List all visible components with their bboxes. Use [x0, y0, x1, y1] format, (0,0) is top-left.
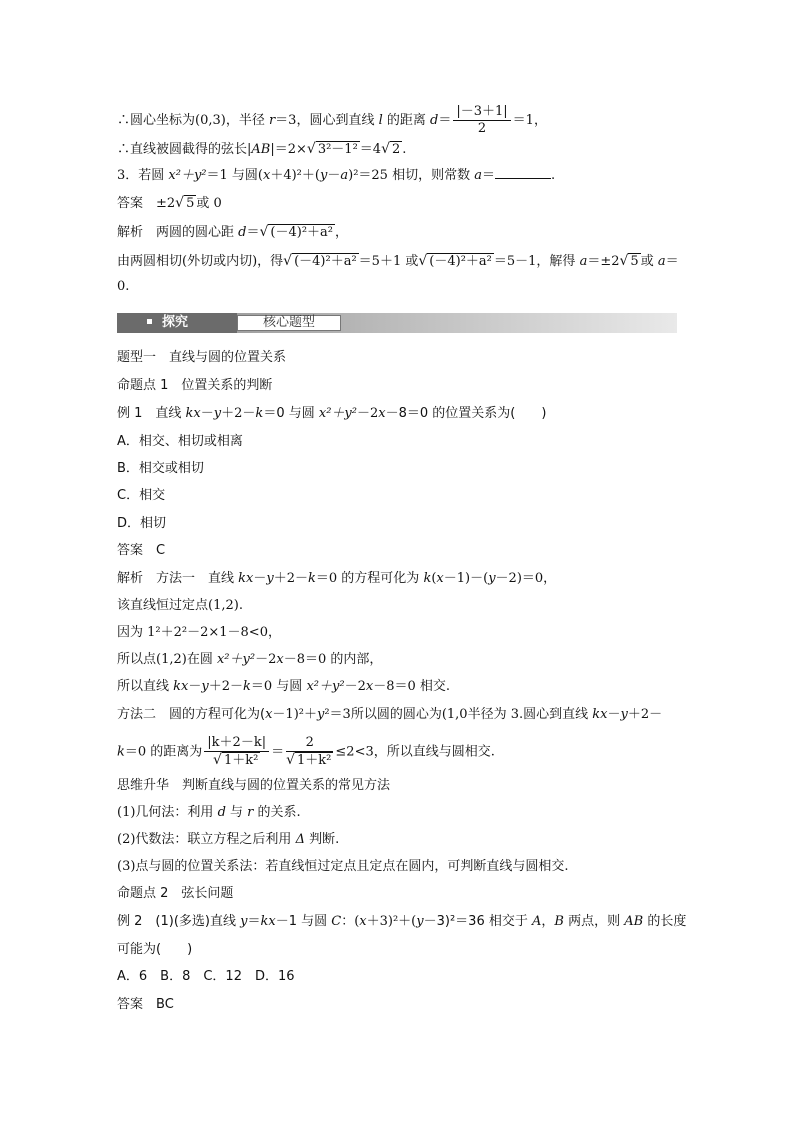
var: kx [173, 679, 189, 694]
analysis-3-line3: 0. [117, 279, 130, 294]
var: x [359, 914, 367, 929]
text: 3．若圆 [117, 168, 169, 183]
var: x²＋y² [306, 679, 345, 694]
text: ＋3)²＋( [366, 914, 417, 929]
method-2-line1 [117, 705, 677, 725]
numerator: 2 [286, 735, 333, 752]
fraction [453, 104, 510, 137]
text: －2)＝0， [495, 571, 557, 586]
analysis-1-line4 [117, 650, 677, 670]
var: a [340, 168, 349, 183]
option-b: B．相交或相切 [117, 461, 204, 476]
text: －1)²＋ [272, 707, 317, 722]
text: ＝0 与圆 [250, 679, 307, 694]
text: ＝ [246, 225, 260, 240]
var: a [474, 168, 482, 183]
text: － [327, 168, 341, 183]
text: － [200, 406, 214, 421]
var: x [436, 571, 444, 586]
radicand: 5 [630, 254, 639, 269]
radicand: 5 [186, 196, 195, 211]
var: y [201, 679, 209, 694]
answer-3 [117, 193, 677, 214]
text: ∴直线被圆截得的弦长| [117, 142, 252, 157]
text: ∴圆心坐标为(0,3)，半径 [117, 113, 269, 128]
text: ＝0 的距离为 [124, 744, 203, 760]
text: ＋2－ [208, 679, 244, 694]
example-2-line2: 可能为( ) [117, 942, 193, 957]
radicand: (－4)²＋a² [270, 225, 333, 240]
banner-tag-explore [117, 313, 237, 333]
var: A [532, 914, 542, 929]
var: k [117, 744, 125, 760]
text: －2 [255, 652, 277, 667]
var: k [423, 571, 432, 586]
text: ( [431, 571, 437, 586]
example-2 [117, 912, 687, 932]
text: 解析 两圆的圆心距 [117, 225, 239, 240]
subheading-point-2: 命题点 2 弦长问题 [117, 886, 234, 901]
text: 判断. [304, 832, 340, 847]
text: －8＝0 的内部， [283, 652, 383, 667]
denominator [286, 752, 333, 769]
text: 的长度 [643, 914, 687, 929]
numerator: |－3＋1| [453, 104, 510, 121]
var: AB [624, 914, 644, 929]
text: ＝ [271, 744, 285, 760]
radicand: (－4)²＋a² [294, 254, 357, 269]
text: ＋2－ [627, 707, 663, 722]
question-3 [117, 166, 677, 186]
text: －3)²＝36 相交于 [423, 914, 532, 929]
radicand: 1＋k² [223, 753, 259, 768]
bullet-icon [147, 319, 152, 324]
var: d [238, 225, 247, 240]
text: ＝ [665, 254, 679, 269]
method-2-line2 [117, 735, 677, 769]
var: kx [238, 571, 254, 586]
var: y [319, 168, 328, 183]
text: ＋4)²＋( [270, 168, 320, 183]
text: ＝1 与圆( [206, 168, 263, 183]
text: －8＝0 的位置关系为( ) [385, 406, 547, 421]
banner-tag-core: 核心题型 [237, 315, 341, 331]
text: 例 1 直线 [117, 406, 186, 421]
denominator: 2 [477, 121, 487, 136]
text: ＋2－ [273, 571, 309, 586]
subheading-point-1: 命题点 1 位置关系的判断 [117, 378, 273, 393]
text: ， [335, 225, 349, 240]
text: ＝0 的方程可化为 [315, 571, 424, 586]
var: r [268, 113, 276, 128]
var: r [247, 805, 254, 820]
option-c: C．相交 [117, 488, 166, 503]
analysis-1-line3: 因为 1²＋2²－2×1－8<0， [117, 625, 281, 640]
text: － [188, 679, 202, 694]
var: Δ [295, 832, 305, 847]
text: 方法二 圆的方程可化为( [117, 707, 266, 722]
var: kx [260, 914, 276, 929]
banner-label: 探究 [162, 315, 189, 330]
section-banner [117, 313, 677, 333]
var: x [378, 406, 386, 421]
denominator [204, 752, 269, 769]
var: k [255, 406, 264, 421]
var: x [263, 168, 271, 183]
sqrt-sign: √ [283, 253, 293, 269]
text: ＝±2 [587, 254, 620, 269]
text: ＝ [438, 113, 452, 128]
text: 所以直线 [117, 679, 174, 694]
text: 或 0 [196, 196, 222, 211]
text: ， [541, 914, 555, 929]
heading-type-1: 题型一 直线与圆的位置关系 [117, 350, 287, 365]
var: x [265, 707, 273, 722]
var: x²＋y² [318, 406, 357, 421]
text: 或 [640, 254, 658, 269]
text: ＝ [481, 168, 495, 183]
example-1 [117, 404, 677, 424]
line-circle-center [117, 104, 677, 137]
var: d [217, 805, 226, 820]
text: ＋2－ [221, 406, 256, 421]
option-d: D．相切 [117, 516, 167, 531]
analysis-3-line1 [117, 222, 677, 243]
text: . [551, 168, 556, 183]
var: C [331, 914, 342, 929]
text: －2 [356, 406, 379, 421]
text: ＝5－1，解得 [493, 254, 580, 269]
sqrt-sign: √ [619, 253, 629, 269]
sqrt-sign: √ [259, 224, 269, 240]
thinking-summary: 思维升华 判断直线与圆的位置关系的常见方法 [117, 778, 391, 793]
text: (1)几何法：利用 [117, 805, 218, 820]
radicand: 3²－1² [317, 142, 358, 157]
var: x [365, 679, 374, 694]
var: y [620, 707, 628, 722]
analysis-1-line1 [117, 569, 677, 589]
var: l [378, 113, 383, 128]
text: ＝1， [512, 113, 547, 128]
var: y [240, 914, 248, 929]
var: y [213, 406, 222, 421]
var: x [276, 652, 284, 667]
var: d [430, 113, 439, 128]
text: |＝2× [270, 142, 307, 157]
text: 两点，则 [563, 914, 625, 929]
var: y [488, 571, 496, 586]
var: B [554, 914, 564, 929]
numerator: |k＋2－k| [204, 735, 269, 752]
answer-2: 答案 BC [117, 997, 174, 1012]
var: k [308, 571, 316, 586]
var: kx [592, 707, 608, 722]
text: (2)代数法：联立方程之后利用 [117, 832, 296, 847]
var: kx [185, 406, 201, 421]
text: 例 2 (1)(多选)直线 [117, 914, 241, 929]
radicand: 2 [391, 142, 401, 157]
text: 与 [225, 805, 248, 820]
radicand: 1＋k² [297, 753, 332, 768]
text: 所以点(1,2)在圆 [117, 652, 217, 667]
analysis-1-line2: 该直线恒过定点(1,2). [117, 598, 243, 613]
var: AB [251, 142, 271, 157]
text: －1 与圆 [275, 914, 332, 929]
text: ≤2<3，所以直线与圆相交. [335, 744, 495, 760]
var: x²＋y² [168, 168, 207, 183]
text: )²＝25 相切，则常数 [348, 168, 475, 183]
sqrt-sign: √ [306, 141, 316, 157]
text: ＝3，圆心到直线 [275, 113, 379, 128]
method-point-circle: (3)点与圆的位置关系法：若直线恒过定点且定点在圆内，可判断直线与圆相交. [117, 859, 569, 874]
text: － [253, 571, 267, 586]
analysis-3-line2 [117, 251, 677, 272]
text: . [402, 142, 407, 157]
method-geometric [117, 803, 677, 823]
method-algebraic [117, 830, 677, 850]
text: －8＝0 相交. [373, 679, 450, 694]
text: ＝ [247, 914, 261, 929]
text: ²＝3所以圆的圆心为(1,0半径为 3.圆心到直线 [324, 707, 593, 722]
var: a [579, 254, 588, 269]
var: a [657, 254, 666, 269]
text: － [607, 707, 621, 722]
sqrt-sign: √ [286, 752, 296, 768]
analysis-1-line5 [117, 677, 677, 697]
text: 的距离 [382, 113, 431, 128]
line-chord-length [117, 139, 677, 160]
answer-blank [495, 166, 551, 179]
sqrt-sign: √ [213, 752, 222, 768]
var: k [243, 679, 251, 694]
text: －1)－( [443, 571, 489, 586]
text: 的关系. [253, 805, 301, 820]
text: 解析 方法一 直线 [117, 571, 239, 586]
text: 答案 ±2 [117, 196, 176, 211]
text: ＝0 与圆 [263, 406, 319, 421]
fraction [204, 735, 269, 769]
sqrt-sign: √ [175, 195, 185, 211]
text: ＝4 [359, 142, 382, 157]
var: y [416, 914, 424, 929]
sqrt-sign: √ [381, 141, 390, 157]
var: y [266, 571, 274, 586]
text: －2 [344, 679, 366, 694]
fraction [286, 735, 333, 769]
radicand: (－4)²＋a² [429, 254, 492, 269]
option-a: A．相交、相切或相离 [117, 434, 243, 449]
answer-1: 答案 C [117, 543, 166, 558]
var: y [316, 707, 325, 722]
options-example-2: A．6 B．8 C．12 D．16 [117, 969, 295, 984]
sqrt-sign: √ [418, 253, 428, 269]
var: x²＋y² [216, 652, 256, 667]
text: 由两圆相切(外切或内切)，得 [117, 254, 284, 269]
text: ＝5＋1 或 [358, 254, 419, 269]
text: ：( [341, 914, 360, 929]
